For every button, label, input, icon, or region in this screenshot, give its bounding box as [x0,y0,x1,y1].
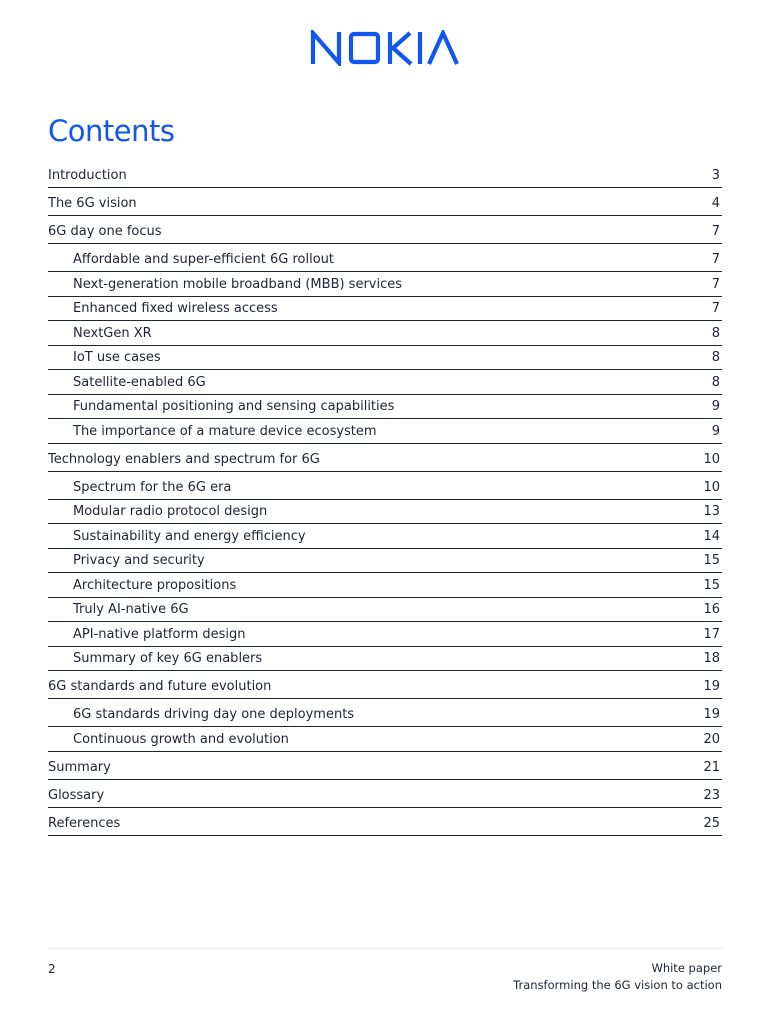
toc-entry-label: The 6G vision [48,196,137,211]
toc-subentry[interactable] [48,573,722,598]
toc-entry-page: 23 [703,787,720,803]
toc-entry-label: References [48,815,121,831]
page-number: 2 [48,962,56,976]
toc-subentry[interactable] [48,622,722,647]
footer-divider [48,948,722,949]
toc-entry-label: Next-generation mobile broadband (MBB) services [73,276,403,292]
toc-entry[interactable] [48,216,722,244]
toc-entry[interactable] [48,160,722,188]
toc-entry-page: 10 [703,479,720,495]
toc-entry-label: Truly AI-native 6G [73,602,189,617]
toc-entry[interactable] [48,671,722,699]
toc-subentry[interactable] [48,727,722,752]
toc-entry-label: Spectrum for the 6G era [73,479,232,495]
toc-entry-page: 15 [703,577,720,593]
toc-subentry[interactable] [48,272,722,297]
toc-entry-page: 19 [703,679,720,694]
toc-entry-page: 18 [703,651,720,666]
toc-subentry[interactable] [48,321,722,346]
toc-entry-page: 16 [703,602,720,617]
toc-entry-page: 25 [703,815,720,831]
toc-entry-page: 7 [711,252,720,267]
toc-subentry[interactable] [48,524,722,549]
toc-entry-page: 7 [711,301,720,316]
toc-entry-page: 8 [711,325,720,341]
toc-entry[interactable] [48,808,722,836]
toc-entry-label: IoT use cases [73,350,161,365]
toc-subentry[interactable] [48,244,722,272]
nokia-logo-icon [310,30,460,66]
toc-entry-label: Glossary [48,787,105,803]
toc-entry-label: 6G standards driving day one deployments [73,707,355,722]
toc-entry[interactable] [48,752,722,780]
toc-entry-page: 14 [703,528,720,544]
toc-subentry[interactable] [48,472,722,500]
toc-subentry[interactable] [48,370,722,395]
toc-entry-label: 6G standards and future evolution [48,679,272,694]
toc-entry-label: API-native platform design [73,626,246,642]
toc-entry-label: The importance of a mature device ecosystem [73,423,377,439]
footer-doc-title: Transforming the 6G vision to action [513,978,722,992]
toc-subentry[interactable] [48,419,722,444]
toc-entry-page: 19 [703,707,720,722]
toc-entry-label: Privacy and security [73,553,205,568]
toc-entry-page: 4 [711,196,720,211]
toc-subentry[interactable] [48,297,722,322]
toc-entry-page: 10 [703,451,720,467]
toc-entry-page: 21 [703,759,720,775]
toc-entry-label: Summary [48,759,111,775]
toc-entry-page: 8 [711,374,720,390]
toc-subentry[interactable] [48,500,722,525]
toc-entry-page: 20 [703,731,720,747]
toc-subentry[interactable] [48,699,722,727]
toc-entry-page: 3 [711,168,720,183]
toc-entry[interactable] [48,780,722,808]
toc-subentry[interactable] [48,598,722,623]
toc-subentry[interactable] [48,647,722,672]
footer-doc-info [513,960,722,994]
toc-entry-label: Summary of key 6G enablers [73,651,263,666]
toc-entry-page: 7 [711,224,720,239]
toc-entry-page: 17 [703,626,720,642]
footer-doc-type: White paper [651,961,722,975]
toc-entry-label: Continuous growth and evolution [73,731,289,747]
toc-entry-label: Architecture propositions [73,577,237,593]
toc-entry[interactable] [48,444,722,472]
toc-entry[interactable] [48,188,722,216]
toc-entry-page: 7 [711,276,720,292]
toc-entry-page: 15 [703,553,720,568]
page-title: Contents [48,114,175,148]
nokia-logo [0,30,770,66]
toc-entry-page: 9 [711,399,720,414]
toc-entry-label: Sustainability and energy efficiency [73,528,306,544]
toc-subentry[interactable] [48,395,722,420]
table-of-contents [48,160,722,836]
toc-entry-label: Technology enablers and spectrum for 6G [48,451,320,467]
toc-entry-label: Enhanced fixed wireless access [73,301,278,316]
toc-entry-label: Affordable and super-efficient 6G rollout [73,252,334,267]
toc-entry-label: Introduction [48,168,127,183]
toc-entry-label: 6G day one focus [48,224,162,239]
toc-entry-label: Modular radio protocol design [73,504,268,519]
toc-subentry[interactable] [48,549,722,574]
toc-entry-page: 13 [703,504,720,519]
toc-subentry[interactable] [48,346,722,371]
toc-entry-page: 8 [711,350,720,365]
toc-entry-label: Fundamental positioning and sensing capabilities [73,399,395,414]
toc-entry-label: Satellite-enabled 6G [73,374,206,390]
toc-entry-page: 9 [711,423,720,439]
toc-entry-label: NextGen XR [73,325,152,341]
